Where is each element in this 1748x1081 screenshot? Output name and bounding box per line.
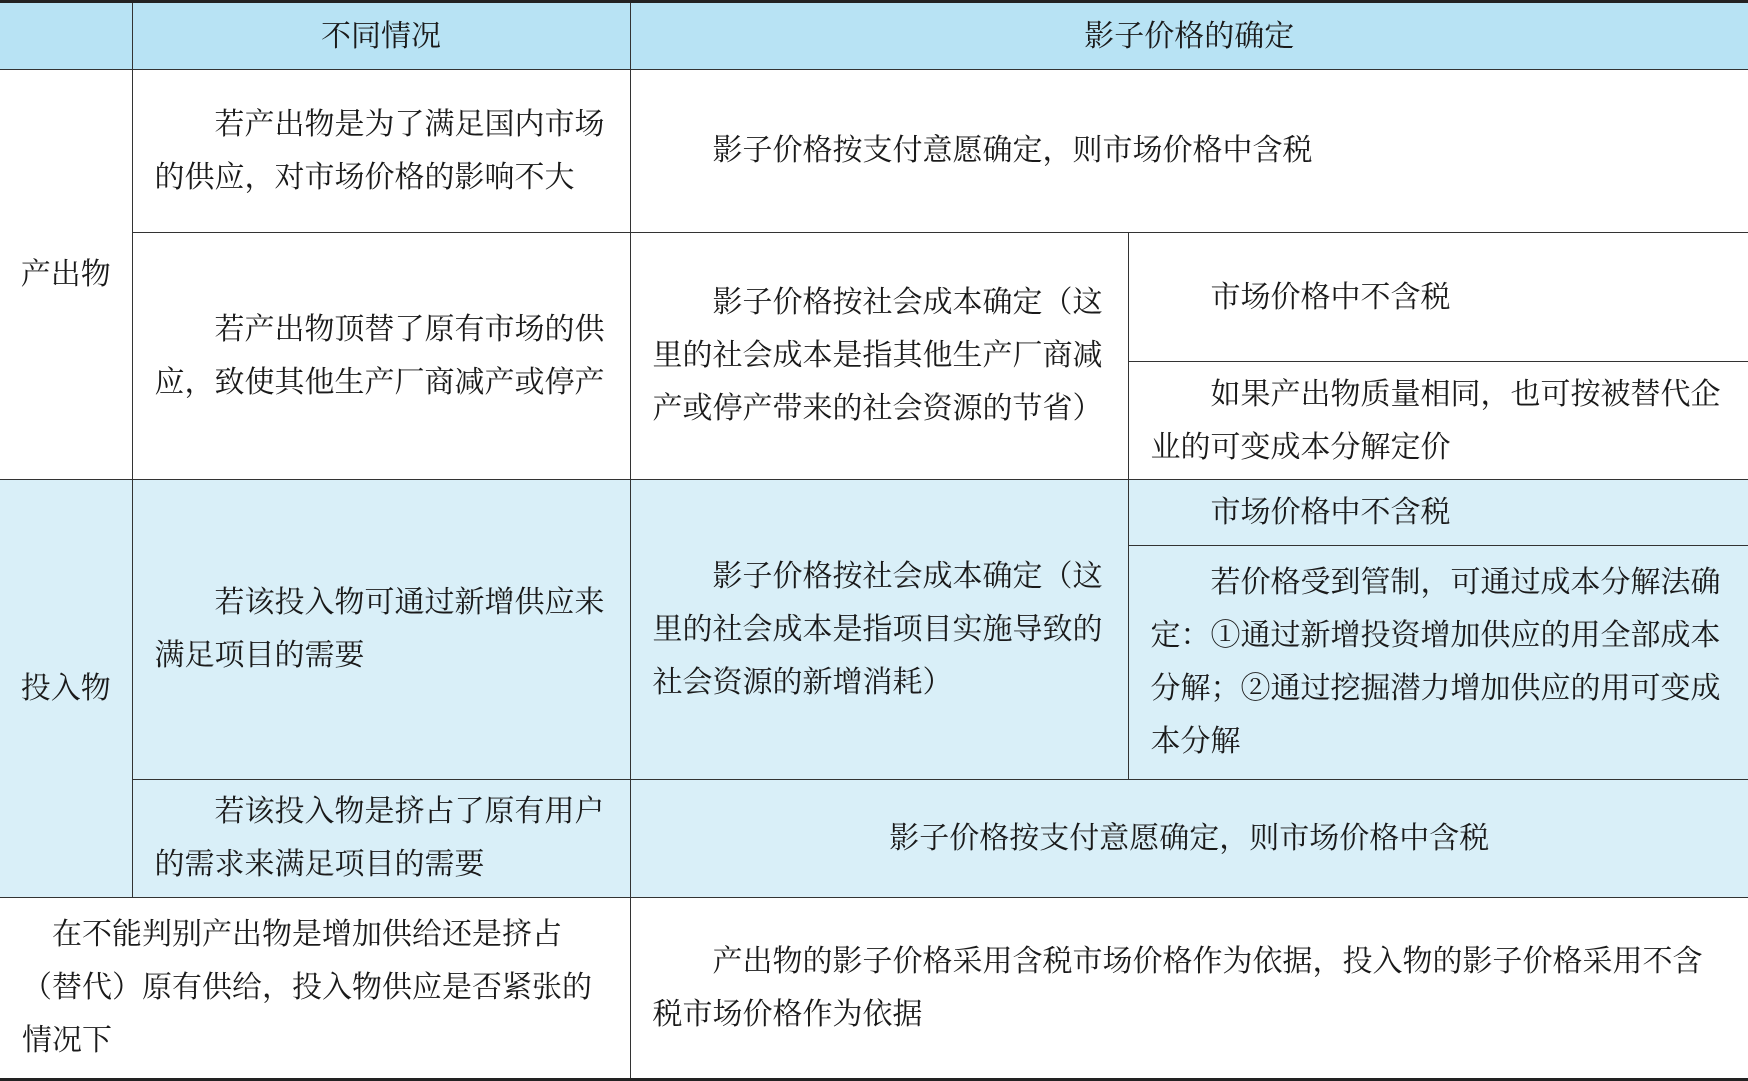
undetermined-situation: 在不能判别产出物是增加供给还是挤占（替代）原有供给，投入物供应是否紧张的情况下 <box>0 897 630 1079</box>
output-row2-determination: 影子价格按社会成本确定（这里的社会成本是指其他生产厂商减产或停产带来的社会资源的节省） <box>630 232 1128 479</box>
undetermined-row <box>0 897 1748 1079</box>
undetermined-determination: 产出物的影子价格采用含税市场价格作为依据，投入物的影子价格采用不含税市场价格作为依据 <box>630 897 1748 1079</box>
output-row1-determination: 影子价格按支付意愿确定，则市场价格中含税 <box>630 70 1748 233</box>
input-row-1a <box>0 479 1748 545</box>
input-row1-determination: 影子价格按社会成本确定（这里的社会成本是指项目实施导致的社会资源的新增消耗） <box>630 479 1128 779</box>
input-row2-determination: 影子价格按支付意愿确定，则市场价格中含税 <box>630 779 1748 897</box>
input-row1-note-no-tax: 市场价格中不含税 <box>1128 479 1748 545</box>
output-row2-situation: 若产出物顶替了原有市场的供应，致使其他生产厂商减产或停产 <box>132 232 630 479</box>
header-row <box>0 2 1748 70</box>
output-row-2a <box>0 232 1748 362</box>
input-category: 投入物 <box>0 479 132 897</box>
input-row1-situation: 若该投入物可通过新增供应来满足项目的需要 <box>132 479 630 779</box>
output-category: 产出物 <box>0 70 132 480</box>
header-determination: 影子价格的确定 <box>630 2 1748 70</box>
header-corner-cell <box>0 2 132 70</box>
input-row2-situation: 若该投入物是挤占了原有用户的需求来满足项目的需要 <box>132 779 630 897</box>
input-row1-note-cost-decomposition: 若价格受到管制，可通过成本分解法确定：①通过新增投资增加供应的用全部成本分解；②通过挖掘潜力增加供应的用可变成本分解 <box>1128 545 1748 779</box>
header-situation: 不同情况 <box>132 2 630 70</box>
output-row2-note-no-tax: 市场价格中不含税 <box>1128 232 1748 362</box>
output-row-1 <box>0 70 1748 233</box>
output-row2-note-variable-cost: 如果产出物质量相同，也可按被替代企业的可变成本分解定价 <box>1128 362 1748 480</box>
input-row-2 <box>0 779 1748 897</box>
output-row1-situation: 若产出物是为了满足国内市场的供应，对市场价格的影响不大 <box>132 70 630 233</box>
